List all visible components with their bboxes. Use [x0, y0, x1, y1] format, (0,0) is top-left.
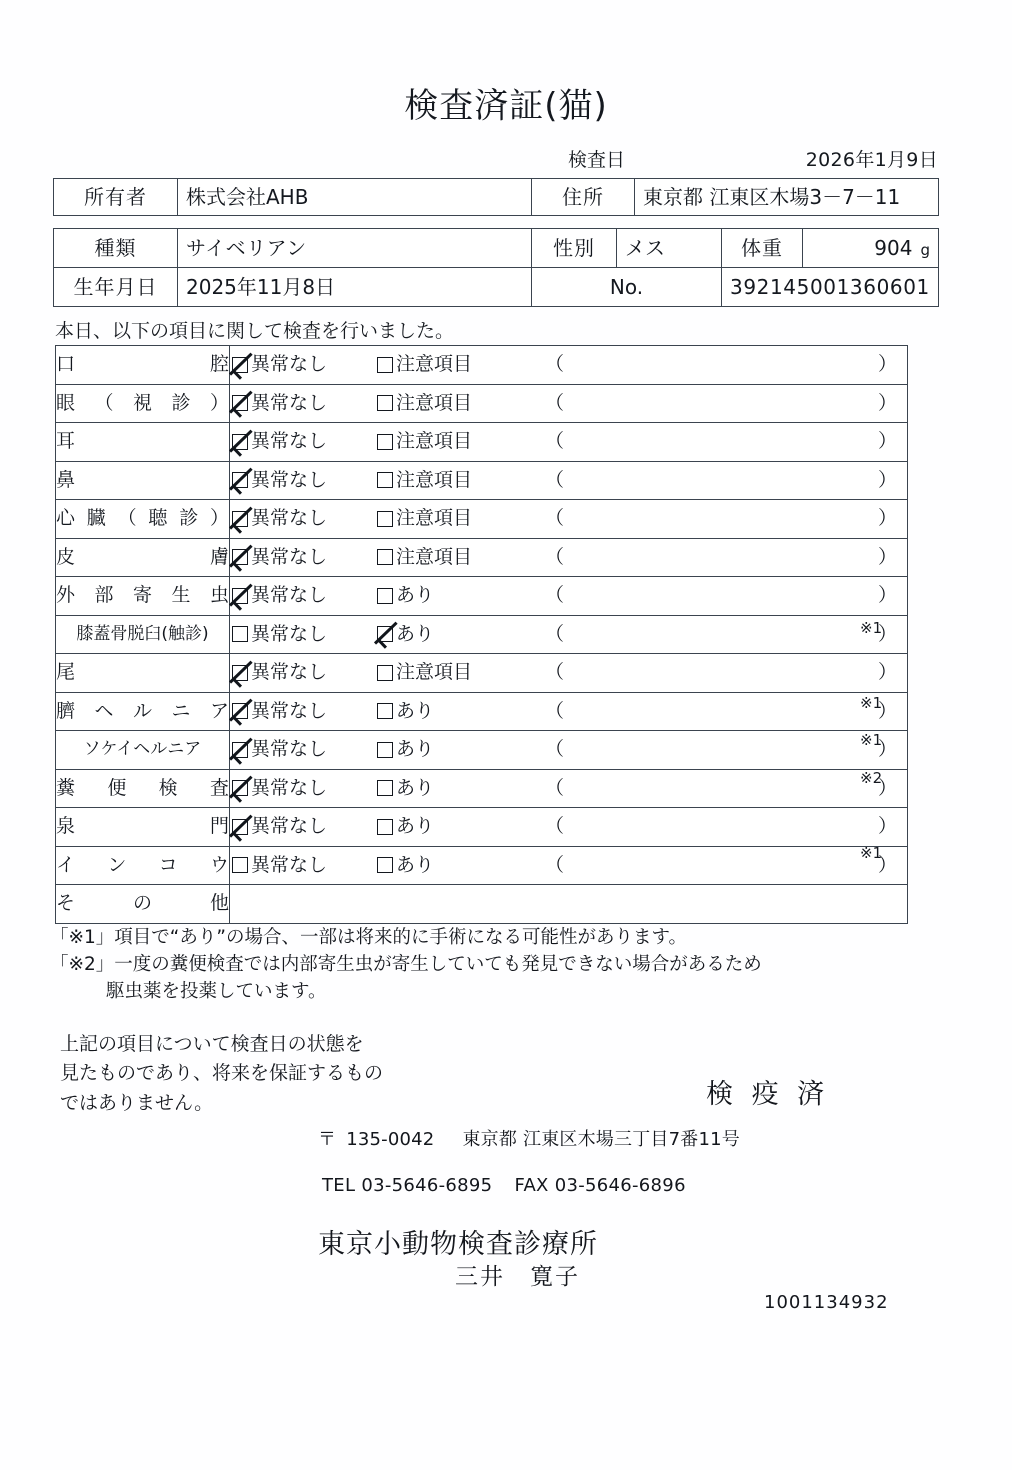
exam-row-options — [230, 654, 908, 693]
remark-paren-open: （ — [545, 430, 565, 453]
checkbox-checked-icon[interactable] — [232, 395, 248, 411]
exam-option-1-label: 異常なし — [251, 853, 328, 876]
checkbox-icon[interactable] — [377, 395, 393, 411]
checkbox-checked-icon[interactable] — [232, 819, 248, 835]
exam-option-1[interactable] — [232, 855, 377, 876]
owner-table — [53, 178, 939, 216]
disclaimer-line-3: ではありません。 — [60, 1091, 214, 1114]
remark-paren-close: ） — [877, 622, 897, 645]
registration-no-value: 392145001360601 — [722, 268, 939, 307]
exam-row-options — [230, 384, 908, 423]
remark-paren-close: ） — [877, 545, 897, 568]
weight-label: 体重 — [722, 229, 803, 268]
table-row — [56, 500, 908, 539]
birth-value: 2025年11月8日 — [178, 268, 532, 307]
exam-option-1[interactable] — [232, 816, 377, 837]
footnote-marker: ※1 — [860, 693, 883, 712]
exam-other-label-text: その他 — [56, 892, 229, 915]
footnote-marker: ※1 — [860, 618, 883, 637]
exam-option-1[interactable] — [232, 778, 377, 799]
checkbox-checked-icon[interactable] — [232, 780, 248, 796]
exam-row-label-text: 泉門 — [56, 815, 229, 838]
remark-paren-open: （ — [545, 815, 565, 838]
table-row — [56, 538, 908, 577]
sex-label: 性別 — [532, 229, 617, 268]
clinic-address: 東京都 江東区木場三丁目7番11号 — [462, 1129, 740, 1150]
checkbox-icon[interactable] — [377, 703, 393, 719]
table-row-other — [56, 885, 908, 924]
exam-row-label — [56, 808, 230, 847]
exam-option-2[interactable] — [377, 585, 527, 606]
page-title: 検査済証(猫) — [404, 86, 608, 126]
checkbox-icon[interactable] — [377, 819, 393, 835]
exam-option-2[interactable] — [377, 431, 527, 452]
exam-row-label-text: 鼻 — [56, 468, 76, 491]
remark-paren-close: ） — [877, 776, 897, 799]
exam-option-1-label: 異常なし — [251, 776, 328, 799]
owner-value: 株式会社AHB — [178, 179, 532, 216]
exam-row-options — [230, 577, 908, 616]
exam-option-1-label: 異常なし — [251, 738, 328, 761]
table-row — [56, 692, 908, 731]
exam-option-2-label: あり — [396, 853, 435, 876]
checkbox-checked-icon[interactable] — [232, 742, 248, 758]
exam-row-label — [56, 769, 230, 808]
exam-option-2-label: あり — [396, 622, 435, 645]
exam-option-2-label: 注意項目 — [396, 468, 473, 491]
remark-paren-open: （ — [545, 699, 565, 722]
exam-table — [55, 345, 908, 924]
checkbox-icon[interactable] — [232, 857, 248, 873]
exam-option-1[interactable] — [232, 547, 377, 568]
exam-row-label — [56, 538, 230, 577]
exam-option-2[interactable] — [377, 662, 527, 683]
table-row — [56, 846, 908, 885]
clinic-tel: TEL 03-5646-6895 — [322, 1175, 493, 1196]
checkbox-checked-icon[interactable] — [232, 703, 248, 719]
remark-paren-open: （ — [545, 661, 565, 684]
exam-row-label — [56, 654, 230, 693]
exam-row-options — [230, 615, 908, 654]
remark-paren-close: ） — [877, 584, 897, 607]
exam-row-label — [56, 500, 230, 539]
exam-row-label-text: 耳 — [56, 430, 76, 453]
checkbox-icon[interactable] — [377, 434, 393, 450]
exam-row-label — [56, 577, 230, 616]
checkbox-icon[interactable] — [377, 665, 393, 681]
remark-paren-close: ） — [877, 353, 897, 376]
birth-label: 生年月日 — [54, 268, 178, 307]
clinic-name: 東京小動物検査診療所 — [318, 1229, 598, 1260]
quarantine-stamp-text: 検 疫 済 — [706, 1079, 830, 1110]
profile-row-breed — [54, 229, 939, 268]
exam-option-1-label: 異常なし — [251, 545, 328, 568]
checkbox-checked-icon[interactable] — [377, 626, 393, 642]
table-row — [56, 615, 908, 654]
footnote-marker: ※1 — [860, 843, 883, 862]
exam-option-1[interactable] — [232, 662, 377, 683]
exam-option-2[interactable] — [377, 508, 527, 529]
footnotes — [50, 925, 960, 1005]
address-value: 東京都 江東区木場3－7－11 — [635, 179, 939, 216]
checkbox-icon[interactable] — [377, 780, 393, 796]
exam-option-2[interactable] — [377, 393, 527, 414]
remark-paren-open: （ — [545, 468, 565, 491]
checkbox-icon[interactable] — [377, 472, 393, 488]
footnote-2-continued: 駆虫薬を投薬しています。 — [106, 980, 327, 1002]
exam-option-1[interactable] — [232, 470, 377, 491]
remark-paren-close: ） — [877, 391, 897, 414]
exam-date-line — [560, 146, 940, 170]
exam-row-label-text: 尾 — [56, 661, 76, 684]
remark-paren-open: （ — [545, 584, 565, 607]
exam-option-1-label: 異常なし — [251, 622, 328, 645]
serial-number: 1001134932 — [764, 1292, 889, 1313]
exam-option-2-label: 注意項目 — [396, 507, 473, 530]
clinic-fax: FAX 03-5646-6896 — [514, 1175, 686, 1196]
exam-row-label — [56, 423, 230, 462]
exam-row-label-text: 膝蓋骨脱臼(触診) — [76, 623, 209, 644]
remark-paren-open: （ — [545, 391, 565, 414]
registration-no-label: No. — [532, 268, 722, 307]
address-label: 住所 — [532, 179, 635, 216]
clinic-postal-line — [318, 1125, 740, 1151]
checkbox-icon[interactable] — [377, 588, 393, 604]
exam-option-2-label: 注意項目 — [396, 661, 473, 684]
exam-row-label-text: 臍ヘルニア — [56, 699, 229, 722]
exam-option-1-label: 異常なし — [251, 353, 328, 376]
checkbox-icon[interactable] — [377, 549, 393, 565]
remark-paren-open: （ — [545, 507, 565, 530]
exam-option-1[interactable] — [232, 393, 377, 414]
exam-other-label — [56, 885, 230, 924]
checkbox-icon[interactable] — [232, 626, 248, 642]
exam-option-2[interactable] — [377, 816, 527, 837]
footnote-marker: ※2 — [860, 768, 883, 787]
remark-paren-close: ） — [877, 853, 897, 876]
checkbox-checked-icon[interactable] — [232, 549, 248, 565]
exam-option-1[interactable] — [232, 624, 377, 645]
exam-date-label: 検査日 — [568, 148, 626, 171]
table-row — [56, 384, 908, 423]
exam-row-label-text: 眼（視診） — [56, 391, 229, 414]
table-row — [56, 769, 908, 808]
table-row — [56, 423, 908, 462]
checkbox-icon[interactable] — [377, 511, 393, 527]
exam-row-label-text: ソケイヘルニア — [83, 739, 202, 760]
exam-option-1[interactable] — [232, 701, 377, 722]
exam-option-2-label: 注意項目 — [396, 430, 473, 453]
exam-option-2[interactable] — [377, 855, 527, 876]
footnote-1: 「※1」項目で“あり”の場合、一部は将来的に手術になる可能性があります。 — [50, 927, 687, 948]
checkbox-icon[interactable] — [377, 357, 393, 373]
profile-row-birth — [54, 268, 939, 307]
checkbox-checked-icon[interactable] — [232, 588, 248, 604]
checkbox-checked-icon[interactable] — [232, 665, 248, 681]
exam-row-options — [230, 769, 908, 808]
breed-label: 種類 — [54, 229, 178, 268]
exam-row-options — [230, 731, 908, 770]
sex-value: メス — [617, 229, 722, 268]
exam-row-label — [56, 692, 230, 731]
remark-paren-close: ） — [877, 738, 897, 761]
exam-option-1-label: 異常なし — [251, 391, 328, 414]
remark-paren-open: （ — [545, 853, 565, 876]
exam-row-options — [230, 423, 908, 462]
remark-paren-close: ） — [877, 815, 897, 838]
exam-option-2-label: あり — [396, 776, 435, 799]
exam-option-1[interactable] — [232, 508, 377, 529]
weight-unit: g — [920, 241, 930, 259]
checkbox-icon[interactable] — [377, 742, 393, 758]
footnote-2: 「※2」一度の糞便検査では内部寄生虫が寄生していても発見できない場合があるため — [50, 953, 762, 975]
footnote-marker: ※1 — [860, 731, 883, 749]
checkbox-icon[interactable] — [377, 857, 393, 873]
exam-option-2-label: あり — [396, 738, 435, 761]
checkbox-checked-icon[interactable] — [232, 434, 248, 450]
table-row — [56, 461, 908, 500]
exam-row-label-text: 口腔 — [56, 353, 229, 376]
exam-option-1[interactable] — [232, 431, 377, 452]
table-row — [56, 577, 908, 616]
table-row — [56, 808, 908, 847]
exam-option-1-label: 異常なし — [251, 699, 328, 722]
postal-mark-icon: 〒 — [318, 1129, 337, 1150]
disclaimer-line-2: 見たものであり、将来を保証するもの — [60, 1062, 384, 1085]
exam-option-1-label: 異常なし — [251, 468, 328, 491]
checkbox-checked-icon[interactable] — [232, 472, 248, 488]
exam-row-label-text: 糞便検査 — [56, 776, 229, 799]
postal-code: 135-0042 — [346, 1129, 435, 1150]
checkbox-checked-icon[interactable] — [232, 511, 248, 527]
remark-paren-open: （ — [545, 776, 565, 799]
exam-option-2[interactable] — [377, 739, 527, 760]
table-row — [56, 654, 908, 693]
exam-row-label — [56, 461, 230, 500]
weight-cell — [803, 229, 939, 268]
exam-option-2[interactable] — [377, 547, 527, 568]
exam-option-2-label: あり — [396, 584, 435, 607]
intro-text: 本日、以下の項目に関して検査を行いました。 — [55, 320, 455, 342]
exam-option-2-label: あり — [396, 699, 435, 722]
exam-option-1-label: 異常なし — [251, 661, 328, 684]
exam-date-value: 2026年1月9日 — [805, 148, 938, 171]
breed-value: サイベリアン — [178, 229, 532, 268]
clinic-telfax-line — [322, 1175, 686, 1196]
exam-row-options — [230, 500, 908, 539]
exam-option-1[interactable] — [232, 585, 377, 606]
exam-option-1-label: 異常なし — [251, 584, 328, 607]
remark-paren-open: （ — [545, 738, 565, 761]
exam-option-2-label: 注意項目 — [396, 545, 473, 568]
exam-option-2-label: 注意項目 — [396, 391, 473, 414]
exam-option-2[interactable] — [377, 470, 527, 491]
exam-row-options — [230, 808, 908, 847]
exam-row-label — [56, 384, 230, 423]
exam-option-2[interactable] — [377, 354, 527, 375]
exam-row-options — [230, 538, 908, 577]
exam-option-1[interactable] — [232, 354, 377, 375]
exam-option-1-label: 異常なし — [251, 430, 328, 453]
remark-paren-close: ） — [877, 661, 897, 684]
checkbox-checked-icon[interactable] — [232, 357, 248, 373]
exam-other-value[interactable] — [230, 885, 908, 924]
remark-paren-open: （ — [545, 353, 565, 376]
exam-option-2[interactable] — [377, 624, 527, 645]
exam-option-2[interactable] — [377, 778, 527, 799]
exam-row-label-text: インコウ — [56, 853, 229, 876]
remark-paren-close: ） — [877, 468, 897, 491]
exam-row-label — [56, 731, 230, 770]
exam-row-label-text: 心臓（聴診） — [56, 507, 229, 530]
table-row — [56, 346, 908, 385]
exam-row-options — [230, 346, 908, 385]
exam-row-label — [56, 846, 230, 885]
remark-paren-close: ） — [877, 430, 897, 453]
exam-row-label-text: 皮膚 — [56, 545, 229, 568]
exam-option-1-label: 異常なし — [251, 507, 328, 530]
owner-row — [54, 179, 939, 216]
exam-option-2[interactable] — [377, 701, 527, 722]
profile-table — [53, 228, 939, 307]
exam-option-2-label: あり — [396, 815, 435, 838]
weight-value: 904 — [874, 236, 913, 260]
remark-paren-open: （ — [545, 622, 565, 645]
exam-row-label — [56, 615, 230, 654]
disclaimer-line-1: 上記の項目について検査日の状態を — [60, 1033, 364, 1055]
remark-paren-open: （ — [545, 545, 565, 568]
remark-paren-close: ） — [877, 699, 897, 722]
disclaimer — [60, 1030, 383, 1118]
exam-row-label — [56, 346, 230, 385]
exam-row-options — [230, 843, 908, 885]
exam-row-options — [230, 692, 908, 731]
table-row — [56, 731, 908, 770]
exam-option-2-label: 注意項目 — [396, 353, 473, 376]
exam-option-1[interactable] — [232, 739, 377, 760]
veterinarian-name: 三井 寛子 — [455, 1264, 580, 1290]
remark-paren-close: ） — [877, 507, 897, 530]
owner-label: 所有者 — [54, 179, 178, 216]
exam-row-label-text: 外部寄生虫 — [56, 584, 229, 607]
exam-row-options — [230, 461, 908, 500]
exam-option-1-label: 異常なし — [251, 815, 328, 838]
